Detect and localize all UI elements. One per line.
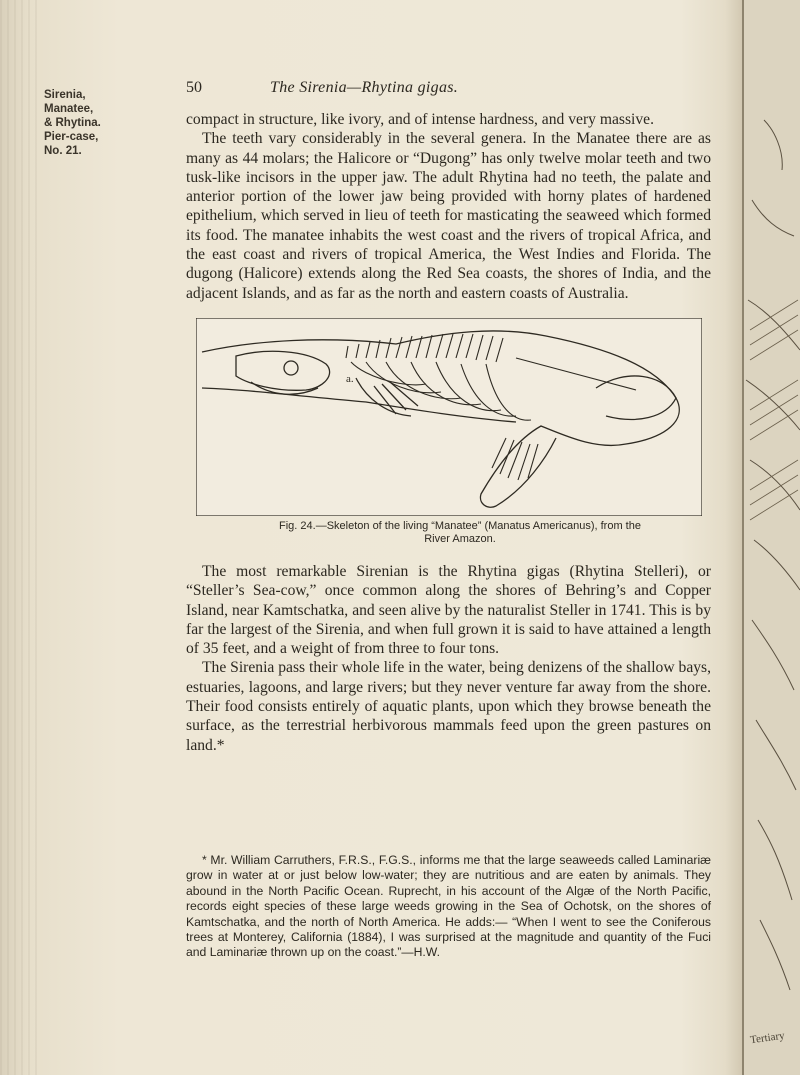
book-gutter — [0, 0, 40, 1075]
margin-note-line: No. 21. — [44, 145, 82, 157]
caption-line: Fig. 24.—Skeleton of the living “Manatee” (Manatus Americanus), from the — [279, 520, 641, 532]
footnote — [186, 853, 711, 961]
running-title: The Sirenia—Rhytina gigas. — [270, 79, 459, 96]
manatee-skeleton-figure — [196, 318, 702, 516]
margin-note-line: Manatee, — [44, 103, 94, 115]
figure-caption — [230, 520, 690, 546]
paragraph-teeth: The teeth vary considerably in the several genera. In the Manatee there are as many as 44 molars; the Halicore or “Dugong” has only twelve molar teeth and two tusk-like incisors in the upper jaw. The adult Rhytina had no teeth, the palate and anterior portion of the lower jaw being provided with horny plates of hardened epithelium, which served in lieu of teeth for masticating the seaweed which formed its food. The manatee inhabits the west coast and the rivers of tropical Africa, and the east coast and rivers of tropical America, the West Indies and Florida. The dugong (Halicore) extends along the Red Sea coasts, the shores of India, and the adjacent Islands, and as far as the north and eastern coasts of Australia. — [186, 130, 711, 302]
text-block-bottom — [186, 562, 711, 755]
text-block-top — [186, 110, 711, 303]
paragraph-rhytina: The most remarkable Sirenian is the Rhytina gigas (Rhytina Stelleri), or “Steller’s Sea-cow,” once common along the shores of Behring’s and Copper Island, near Kamtschatka, and seen alive by the naturalist Steller in 1741. This is by far the largest of the Sirenia, and when full grown it is said to have attained a length of 35 feet, and a weight of from three to four tons. — [186, 563, 711, 658]
plate-engraving — [744, 0, 800, 1075]
running-header — [186, 79, 686, 99]
caption-line: River Amazon. — [424, 533, 496, 545]
page-number: 50 — [186, 79, 202, 96]
paragraph-continued: compact in structure, like ivory, and of intense hardness, and very massive. — [186, 111, 654, 128]
figure-label-a: a. — [346, 373, 354, 385]
margin-note-line: Pier-case, — [44, 131, 99, 143]
margin-note-line: Sirenia, — [44, 89, 86, 101]
adjacent-plate-edge — [742, 0, 800, 1075]
skeleton-illustration — [196, 318, 702, 516]
paragraph-habitat: The Sirenia pass their whole life in the water, being denizens of the shallow bays, estuaries, lagoons, and large rivers; but they never venture far away from the shore. Their food consists entirely of aquatic plants, upon which they browse beneath the surface, as the terrestrial herbivorous mammals feed upon the green pastures on land.* — [186, 659, 711, 754]
margin-note-line: & Rhytina. — [44, 117, 101, 129]
plate-label: Tertiary — [749, 1029, 786, 1047]
margin-note — [44, 88, 106, 158]
footnote-text: * Mr. William Carruthers, F.R.S., F.G.S., informs me that the large seaweeds called Laminariæ grow in water at or just below low-water; they are nutritious and are eaten by animals. They abound in the North Pacific Ocean. Ruprecht, in his account of the Algæ of the North Pacific, records eight species of these large weeds growing in the Sea of Ochotsk, on the shores of Kamtschatka, and the north of North America. He adds:— “When I went to see the Coniferous trees at Monterey, California (1884), I was surprised at the magnitude and quantity of the Fuci and Laminariæ thrown up on the coast.”—H.W. — [186, 853, 711, 960]
